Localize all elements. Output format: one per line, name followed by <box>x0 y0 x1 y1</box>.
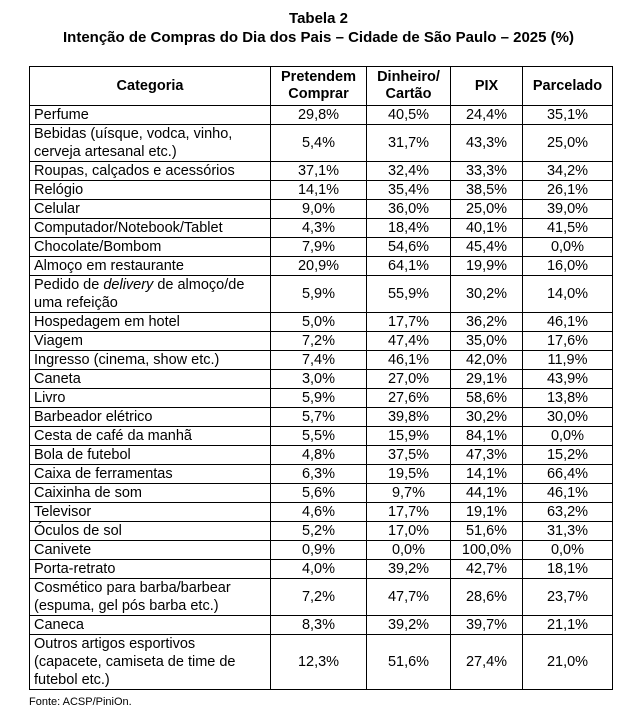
cell-dinheiro: 27,6% <box>367 389 451 408</box>
cell-categoria <box>30 276 271 313</box>
table-row <box>30 408 613 427</box>
purchase-intention-table <box>29 66 613 690</box>
table-title <box>0 0 637 47</box>
cell-dinheiro: 39,8% <box>367 408 451 427</box>
cell-categoria: Perfume <box>30 106 271 125</box>
table-row <box>30 106 613 125</box>
cell-pix: 58,6% <box>451 389 523 408</box>
cell-dinheiro: 36,0% <box>367 200 451 219</box>
table-row <box>30 351 613 370</box>
cell-dinheiro: 47,7% <box>367 579 451 616</box>
cell-dinheiro: 18,4% <box>367 219 451 238</box>
cell-categoria: Ingresso (cinema, show etc.) <box>30 351 271 370</box>
header-pix: PIX <box>451 67 523 106</box>
cell-pix: 40,1% <box>451 219 523 238</box>
cell-dinheiro: 32,4% <box>367 162 451 181</box>
cell-pretendem: 7,2% <box>271 579 367 616</box>
cell-dinheiro: 17,0% <box>367 522 451 541</box>
cell-dinheiro: 17,7% <box>367 313 451 332</box>
cell-dinheiro: 0,0% <box>367 541 451 560</box>
cell-categoria: Caixinha de som <box>30 484 271 503</box>
cell-pix: 25,0% <box>451 200 523 219</box>
table-row <box>30 635 613 690</box>
cell-dinheiro: 39,2% <box>367 560 451 579</box>
cell-parcelado: 66,4% <box>523 465 613 484</box>
cell-pretendem: 6,3% <box>271 465 367 484</box>
table-row <box>30 616 613 635</box>
cell-dinheiro: 27,0% <box>367 370 451 389</box>
cell-categoria: Viagem <box>30 332 271 351</box>
cell-pix: 100,0% <box>451 541 523 560</box>
cell-parcelado: 43,9% <box>523 370 613 389</box>
cell-pix: 29,1% <box>451 370 523 389</box>
categoria-text-post: de almoço/de uma refeição <box>34 277 245 311</box>
cell-parcelado: 18,1% <box>523 560 613 579</box>
cell-dinheiro: 64,1% <box>367 257 451 276</box>
cell-pix: 19,9% <box>451 257 523 276</box>
cell-pretendem: 4,6% <box>271 503 367 522</box>
cell-pretendem: 0,9% <box>271 541 367 560</box>
categoria-text-italic: delivery <box>103 277 154 293</box>
cell-dinheiro: 35,4% <box>367 181 451 200</box>
table-row <box>30 541 613 560</box>
header-pretendem-line1: Pretendem <box>281 69 356 85</box>
cell-pix: 42,0% <box>451 351 523 370</box>
cell-pretendem: 5,0% <box>271 313 367 332</box>
cell-parcelado: 31,3% <box>523 522 613 541</box>
table-row <box>30 427 613 446</box>
table-number: Tabela 2 <box>289 10 348 27</box>
table-row <box>30 219 613 238</box>
cell-pix: 14,1% <box>451 465 523 484</box>
cell-pretendem: 4,3% <box>271 219 367 238</box>
cell-parcelado: 0,0% <box>523 427 613 446</box>
cell-categoria: Almoço em restaurante <box>30 257 271 276</box>
cell-pretendem: 5,2% <box>271 522 367 541</box>
cell-dinheiro: 17,7% <box>367 503 451 522</box>
cell-dinheiro: 15,9% <box>367 427 451 446</box>
cell-pix: 47,3% <box>451 446 523 465</box>
cell-pix: 24,4% <box>451 106 523 125</box>
cell-pix: 84,1% <box>451 427 523 446</box>
cell-categoria: Computador/Notebook/Tablet <box>30 219 271 238</box>
cell-categoria: Bola de futebol <box>30 446 271 465</box>
cell-parcelado: 23,7% <box>523 579 613 616</box>
cell-dinheiro: 51,6% <box>367 635 451 690</box>
cell-pix: 35,0% <box>451 332 523 351</box>
cell-categoria: Cosmético para barba/barbear (espuma, gel pós barba etc.) <box>30 579 271 616</box>
cell-categoria: Relógio <box>30 181 271 200</box>
cell-categoria: Barbeador elétrico <box>30 408 271 427</box>
cell-parcelado: 0,0% <box>523 541 613 560</box>
cell-categoria: Bebidas (uísque, vodca, vinho, cerveja artesanal etc.) <box>30 125 271 162</box>
cell-dinheiro: 40,5% <box>367 106 451 125</box>
cell-categoria: Cesta de café da manhã <box>30 427 271 446</box>
cell-pix: 44,1% <box>451 484 523 503</box>
cell-parcelado: 46,1% <box>523 484 613 503</box>
table-row <box>30 560 613 579</box>
cell-parcelado: 11,9% <box>523 351 613 370</box>
cell-parcelado: 14,0% <box>523 276 613 313</box>
header-dinheiro-line2: Cartão <box>385 86 432 102</box>
table-row <box>30 389 613 408</box>
cell-parcelado: 15,2% <box>523 446 613 465</box>
table-row <box>30 522 613 541</box>
cell-dinheiro: 55,9% <box>367 276 451 313</box>
cell-pix: 43,3% <box>451 125 523 162</box>
cell-pretendem: 5,9% <box>271 276 367 313</box>
header-dinheiro-line1: Dinheiro/ <box>377 69 440 85</box>
cell-pix: 28,6% <box>451 579 523 616</box>
cell-dinheiro: 39,2% <box>367 616 451 635</box>
cell-categoria: Caixa de ferramentas <box>30 465 271 484</box>
table-row <box>30 276 613 313</box>
cell-pix: 38,5% <box>451 181 523 200</box>
cell-categoria: Canivete <box>30 541 271 560</box>
cell-parcelado: 21,1% <box>523 616 613 635</box>
cell-parcelado: 16,0% <box>523 257 613 276</box>
cell-categoria: Livro <box>30 389 271 408</box>
table-row <box>30 257 613 276</box>
cell-pretendem: 5,5% <box>271 427 367 446</box>
cell-parcelado: 0,0% <box>523 238 613 257</box>
cell-categoria: Caneta <box>30 370 271 389</box>
cell-parcelado: 26,1% <box>523 181 613 200</box>
cell-categoria: Chocolate/Bombom <box>30 238 271 257</box>
table-row <box>30 579 613 616</box>
cell-categoria: Celular <box>30 200 271 219</box>
cell-pix: 27,4% <box>451 635 523 690</box>
table-row <box>30 332 613 351</box>
cell-dinheiro: 47,4% <box>367 332 451 351</box>
cell-pretendem: 5,6% <box>271 484 367 503</box>
cell-categoria: Outros artigos esportivos (capacete, camiseta de time de futebol etc.) <box>30 635 271 690</box>
cell-dinheiro: 31,7% <box>367 125 451 162</box>
cell-pretendem: 9,0% <box>271 200 367 219</box>
cell-pix: 45,4% <box>451 238 523 257</box>
cell-parcelado: 35,1% <box>523 106 613 125</box>
cell-parcelado: 34,2% <box>523 162 613 181</box>
cell-pix: 39,7% <box>451 616 523 635</box>
header-pretendem-line2: Comprar <box>288 86 349 102</box>
cell-pix: 51,6% <box>451 522 523 541</box>
header-row <box>30 67 613 106</box>
table-row <box>30 125 613 162</box>
source-note: Fonte: ACSP/PiniOn. <box>29 696 132 708</box>
cell-categoria: Roupas, calçados e acessórios <box>30 162 271 181</box>
header-pretendem-comprar <box>271 67 367 106</box>
cell-pretendem: 8,3% <box>271 616 367 635</box>
cell-parcelado: 21,0% <box>523 635 613 690</box>
cell-pretendem: 5,4% <box>271 125 367 162</box>
cell-pretendem: 37,1% <box>271 162 367 181</box>
cell-categoria: Porta-retrato <box>30 560 271 579</box>
table-row <box>30 503 613 522</box>
cell-pretendem: 4,8% <box>271 446 367 465</box>
cell-pix: 33,3% <box>451 162 523 181</box>
cell-parcelado: 41,5% <box>523 219 613 238</box>
cell-parcelado: 63,2% <box>523 503 613 522</box>
cell-pretendem: 5,7% <box>271 408 367 427</box>
cell-dinheiro: 54,6% <box>367 238 451 257</box>
cell-dinheiro: 37,5% <box>367 446 451 465</box>
cell-pix: 42,7% <box>451 560 523 579</box>
table-row <box>30 200 613 219</box>
table-row <box>30 446 613 465</box>
cell-pretendem: 7,2% <box>271 332 367 351</box>
cell-pretendem: 3,0% <box>271 370 367 389</box>
table-row <box>30 181 613 200</box>
table-caption: Intenção de Compras do Dia dos Pais – Cidade de São Paulo – 2025 (%) <box>63 29 574 46</box>
cell-parcelado: 46,1% <box>523 313 613 332</box>
cell-pix: 30,2% <box>451 276 523 313</box>
cell-categoria: Hospedagem em hotel <box>30 313 271 332</box>
table-row <box>30 313 613 332</box>
cell-pretendem: 7,4% <box>271 351 367 370</box>
cell-categoria: Televisor <box>30 503 271 522</box>
cell-pretendem: 5,9% <box>271 389 367 408</box>
cell-pretendem: 20,9% <box>271 257 367 276</box>
cell-parcelado: 25,0% <box>523 125 613 162</box>
cell-parcelado: 13,8% <box>523 389 613 408</box>
table-row <box>30 465 613 484</box>
cell-pix: 30,2% <box>451 408 523 427</box>
cell-dinheiro: 9,7% <box>367 484 451 503</box>
header-categoria: Categoria <box>30 67 271 106</box>
cell-pretendem: 14,1% <box>271 181 367 200</box>
table-row <box>30 162 613 181</box>
cell-pretendem: 29,8% <box>271 106 367 125</box>
cell-pix: 36,2% <box>451 313 523 332</box>
cell-pretendem: 4,0% <box>271 560 367 579</box>
header-dinheiro-cartao <box>367 67 451 106</box>
categoria-text-pre: Pedido de <box>34 277 104 293</box>
cell-parcelado: 39,0% <box>523 200 613 219</box>
table-row <box>30 238 613 257</box>
cell-pretendem: 7,9% <box>271 238 367 257</box>
cell-pix: 19,1% <box>451 503 523 522</box>
header-parcelado: Parcelado <box>523 67 613 106</box>
cell-categoria: Caneca <box>30 616 271 635</box>
cell-parcelado: 30,0% <box>523 408 613 427</box>
cell-pretendem: 12,3% <box>271 635 367 690</box>
cell-dinheiro: 19,5% <box>367 465 451 484</box>
cell-dinheiro: 46,1% <box>367 351 451 370</box>
cell-categoria: Óculos de sol <box>30 522 271 541</box>
table-row <box>30 370 613 389</box>
table-row <box>30 484 613 503</box>
cell-parcelado: 17,6% <box>523 332 613 351</box>
